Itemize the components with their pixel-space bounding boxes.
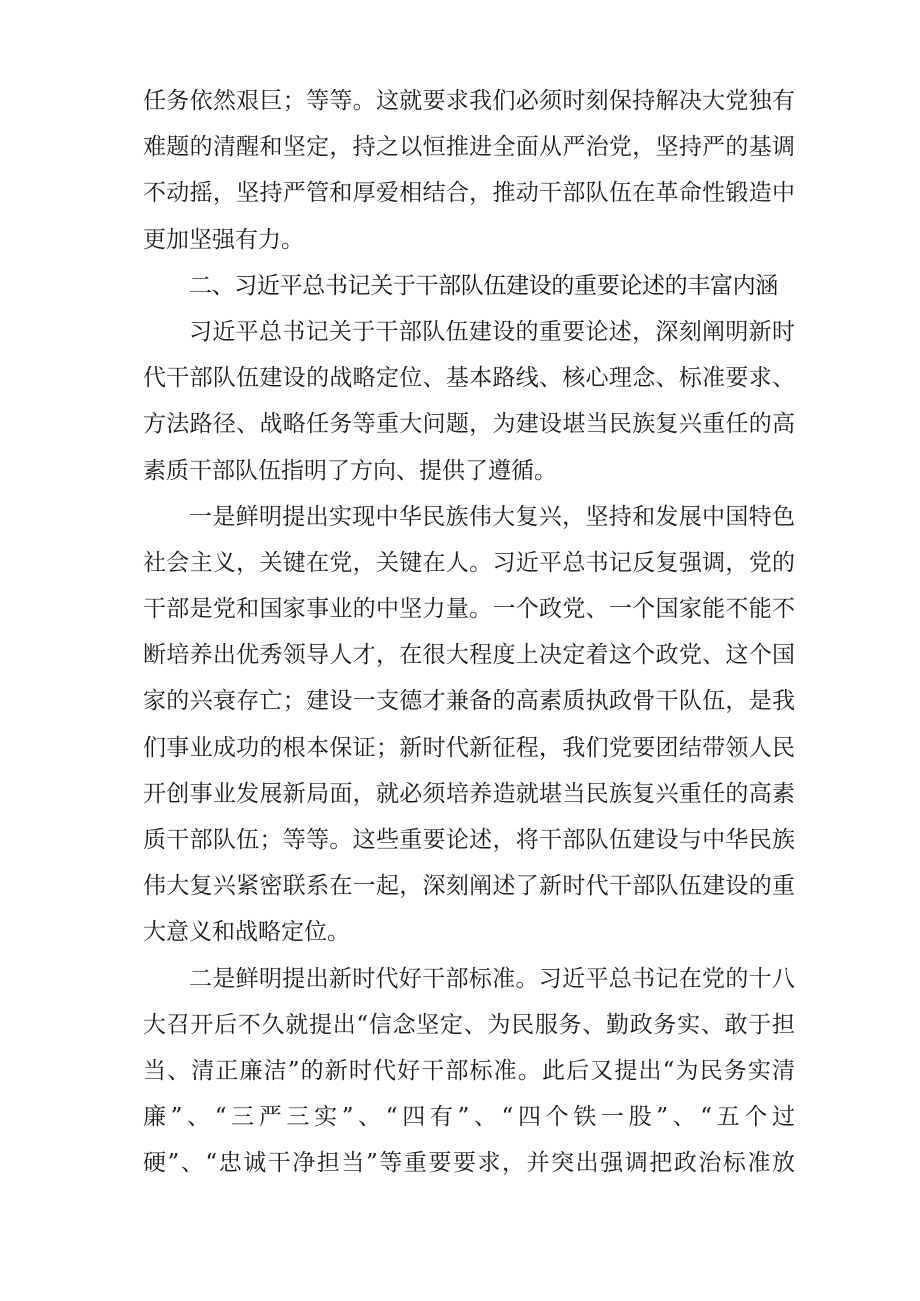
text-line: 一是鲜明提出实现中华民族伟大复兴，坚持和发展中国特色: [189, 503, 795, 530]
paragraph-point-one: [143, 494, 795, 956]
text-line: 们事业成功的根本保证；新时代新征程，我们党要团结带领人民: [143, 734, 795, 761]
text-line: 断培养出优秀领导人才，在很大程度上决定着这个政党、这个国: [143, 642, 795, 669]
text-line: 更加坚强有力。: [143, 226, 304, 253]
paragraph-intro: [143, 309, 795, 494]
text-line: 当、清正廉洁”的新时代好干部标准。此后又提出“为民务实清: [143, 1057, 795, 1084]
text-line: 大召开后不久就提出“信念坚定、为民服务、勤政务实、敢于担: [143, 1011, 795, 1038]
text-line: 任务依然艰巨；等等。这就要求我们必须时刻保持解决大党独有: [143, 88, 795, 114]
text-line: 二是鲜明提出新时代好干部标准。习近平总书记在党的十八: [189, 965, 795, 992]
paragraph-continued: [143, 78, 795, 263]
text-line: 质干部队伍；等等。这些重要论述，将干部队伍建设与中华民族: [143, 827, 795, 853]
text-line: 不动摇，坚持严管和厚爱相结合，推动干部队伍在革命性锻造中: [143, 180, 795, 207]
text-line: 干部是党和国家事业的中坚力量。一个政党、一个国家能不能不: [143, 596, 795, 623]
section-heading: 二、习近平总书记关于干部队伍建设的重要论述的丰富内涵: [189, 272, 778, 299]
text-line: 开创事业发展新局面，就必须培养造就堪当民族复兴重任的高素: [143, 780, 795, 807]
text-line: 大意义和战略定位。: [143, 919, 350, 946]
text-line: 代干部队伍建设的战略定位、基本路线、核心理念、标准要求、: [143, 365, 795, 392]
text-line: 伟大复兴紧密联系在一起，深刻阐述了新时代干部队伍建设的重: [143, 873, 795, 900]
text-line: 硬”、“忠诚干净担当”等重要要求，并突出强调把政治标准放: [143, 1150, 795, 1177]
text-line: 难题的清醒和坚定，持之以恒推进全面从严治党，坚持严的基调: [143, 134, 795, 161]
text-line: 习近平总书记关于干部队伍建设的重要论述，深刻阐明新时: [189, 318, 795, 345]
text-line: 方法路径、战略任务等重大问题，为建设堪当民族复兴重任的高: [143, 411, 795, 438]
paragraph-point-two: [143, 956, 795, 1187]
text-line: 廉”、“三严三实”、“四有”、“四个铁一股”、“五个过: [143, 1104, 795, 1131]
text-line: 素质干部队伍指明了方向、提供了遵循。: [143, 457, 557, 484]
text-line: 社会主义，关键在党，关键在人。习近平总书记反复强调，党的: [143, 549, 795, 576]
document-body: [143, 78, 795, 1187]
text-line: 家的兴衰存亡；建设一支德才兼备的高素质执政骨干队伍，是我: [143, 688, 795, 715]
